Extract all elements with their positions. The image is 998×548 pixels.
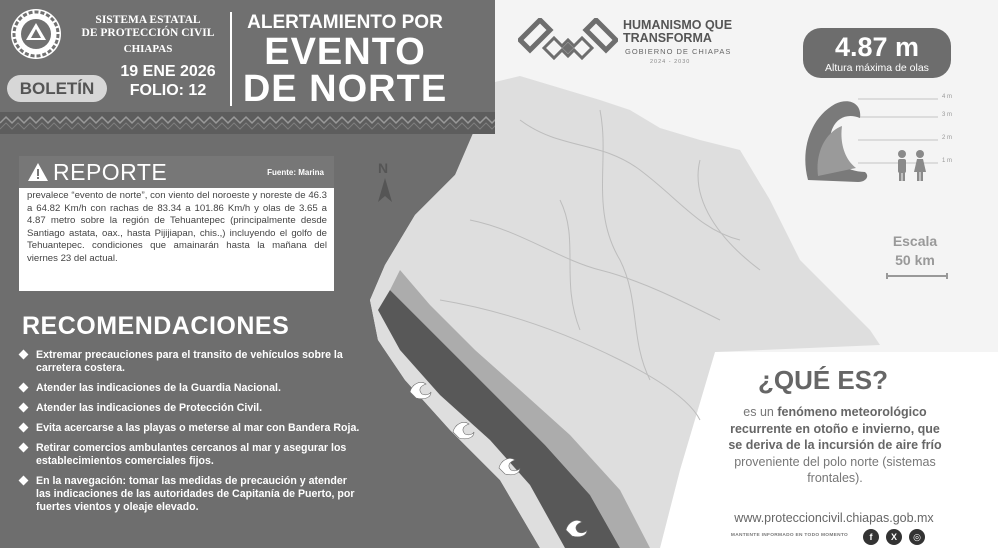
- bulletin-date: 19 ENE 2026: [120, 63, 216, 80]
- state-name: CHIAPAS: [123, 43, 173, 55]
- report-card: [19, 156, 334, 291]
- north-label: N: [378, 160, 389, 176]
- instagram-icon[interactable]: ◎: [909, 529, 925, 545]
- list-item: Evita acercarse a las playas o meterse al mar con Bandera Roja.: [18, 422, 363, 435]
- wave-height-label: Altura máxima de olas: [825, 62, 929, 74]
- website-link[interactable]: www.proteccioncivil.chiapas.gob.mx: [734, 511, 934, 525]
- list-item: Atender las indicaciones de la Guardia Nacional.: [18, 382, 363, 395]
- report-source: Fuente: Marina: [267, 168, 324, 177]
- wave-height-value: 4.87 m: [834, 32, 920, 62]
- list-item: Extremar precauciones para el transito de vehículos sobre la carretera costera.: [18, 349, 363, 375]
- diamond-bullet-icon: [19, 476, 29, 486]
- diamond-bullet-icon: [19, 443, 29, 453]
- whatis-description: es un fenómeno meteorológico recurrente en otoño e invierno, que se deriva de la incursión de aire frío proveniente del polo norte (sistemas frontales).: [728, 405, 942, 485]
- warning-icon: [27, 162, 49, 182]
- government-slogan: HUMANISMO QUE TRANSFORMA: [623, 18, 733, 45]
- scale-label-4m: 4 m: [942, 94, 953, 100]
- event-title: EVENTO DE NORTE: [242, 31, 448, 110]
- diamond-bullet-icon: [19, 403, 29, 413]
- scale-value: 50 km: [895, 252, 935, 268]
- government-logo: [518, 18, 618, 64]
- recommendations-title: RECOMENDACIONES: [22, 312, 290, 340]
- header: [0, 0, 495, 112]
- x-icon[interactable]: X: [886, 529, 902, 545]
- bulletin-badge: BOLETÍN: [7, 75, 107, 102]
- list-item: Atender las indicaciones de Protección Civil.: [18, 402, 363, 415]
- header-divider: [230, 12, 232, 106]
- whatis-title: ¿QUÉ ES?: [757, 365, 888, 395]
- scale-bar: [886, 273, 948, 279]
- scale-label-2m: 2 m: [942, 135, 953, 141]
- diamond-bullet-icon: [19, 383, 29, 393]
- header-pattern: [0, 112, 495, 134]
- scale-label-1m: 1 m: [942, 158, 953, 164]
- scale-title: Escala: [892, 233, 938, 249]
- bulletin-folio: FOLIO: 12: [129, 82, 207, 99]
- government-subtitle: GOBIERNO DE CHIAPAS: [625, 47, 732, 56]
- facebook-icon[interactable]: f: [863, 529, 879, 545]
- alert-title: ALERTAMIENTO POR: [247, 12, 443, 33]
- stay-informed-text: MANTENTE INFORMADO EN TODO MOMENTO: [730, 533, 849, 538]
- government-years: 2024 - 2030: [650, 59, 691, 65]
- diamond-bullet-icon: [19, 423, 29, 433]
- scale-label-3m: 3 m: [942, 112, 953, 118]
- recommendations-list: [18, 349, 363, 521]
- report-header: [19, 156, 334, 188]
- list-item: En la navegación: tomar las medidas de precaución y atender las indicaciones de las autoridades de Capitanía de Puerto, por fuertes vientos y oleaje elevado.: [18, 475, 363, 514]
- report-title: REPORTE: [53, 159, 168, 185]
- list-item: Retirar comercios ambulantes cercanos al mar y asegurar los establecimientos comerciales fijos.: [18, 442, 363, 468]
- report-body: prevalece “evento de norte”, con viento del noroeste y noreste de 46.3 a 64.82 Km/h con rachas de 83.34 a 101.86 Km/h y olas de 3.65 a 4.87 metro sobre la región de Tehuantepec (principalmente desde Santiago astata, oax., hasta Pijijiapan, chis.,) incluyendo el golfo de Tehuantepec. condiciones que amainarán hasta la mañana del viernes 23 del actual.: [27, 190, 327, 264]
- agency-name: SISTEMA ESTATAL DE PROTECCIÓN CIVIL CHIAPAS: [72, 14, 224, 56]
- diamond-bullet-icon: [19, 350, 29, 360]
- civil-protection-logo: [11, 9, 61, 59]
- wave-height-badge: [803, 28, 951, 78]
